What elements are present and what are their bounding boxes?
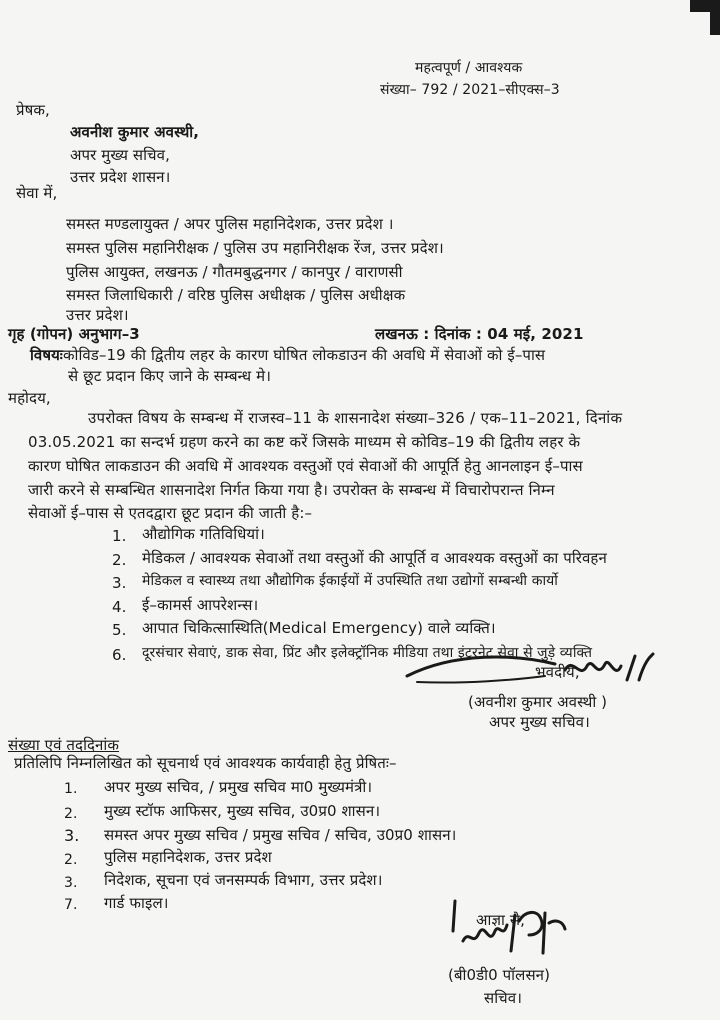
copy-number: 2. <box>64 852 78 868</box>
service-item: दूरसंचार सेवाएं, डाक सेवा, प्रिंट और इलेक्ट्रॉनिक मीडिया तथा इंटरनेट सेवा से जुड़े व्यक्ति <box>142 645 593 661</box>
reference-number: संख्या– 792 / 2021–सीएक्स–3 <box>380 82 560 98</box>
recipient-line: समस्त मण्डलायुक्त / अपर पुलिस महानिदेशक, उत्तर प्रदेश । <box>66 215 394 233</box>
priority-label: महत्वपूर्ण / आवश्यक <box>415 60 523 76</box>
recipients-label: सेवा में, <box>16 184 58 202</box>
copy-heading: संख्या एवं तददिनांक <box>8 736 119 754</box>
service-item: मेडिकल / आवश्यक सेवाओं तथा वस्तुओं की आपूर्ति व आवश्यक वस्तुओं का परिवहन <box>142 549 607 567</box>
subject-text: कोविड–19 की द्वितीय लहर के कारण घोषित लोकडाउन की अवधि में सेवाओं को ई–पास <box>62 346 546 364</box>
copy-item: पुलिस महानिदेशक, उत्तर प्रदेश <box>104 848 272 866</box>
recipient-line: पुलिस आयुक्त, लखनऊ / गौतमबुद्धनगर / कानपुर / वाराणसी <box>66 263 403 281</box>
service-item: ई–कामर्स आपरेशन्स। <box>142 596 259 614</box>
recipient-line: समस्त जिलाधिकारी / वरिष्ठ पुलिस अधीक्षक / पुलिस अधीक्षक <box>66 286 406 304</box>
copy-item: निदेशक, सूचना एवं जनसम्पर्क विभाग, उत्तर प्रदेश। <box>104 871 383 889</box>
section-label: गृह (गोपन) अनुभाग–3 <box>8 325 140 343</box>
salutation: महोदय, <box>8 389 51 407</box>
order-signatory-name: (बी0डी0 पॉलसन) <box>448 966 551 984</box>
copy-intro: प्रतिलिपि निम्नलिखित को सूचनार्थ एवं आवश्यक कार्यवाही हेतु प्रेषितः– <box>14 754 397 772</box>
body-line: 03.05.2021 का सन्दर्भ ग्रहण करने का कष्ट करें जिसके माध्यम से कोविड–19 की द्वितीय लहर के <box>28 433 581 451</box>
recipient-line: समस्त पुलिस महानिरीक्षक / पुलिस उप महानिरीक्षक रेंज, उत्तर प्रदेश। <box>66 239 444 257</box>
signature-image <box>445 895 575 970</box>
sender-name: अवनीश कुमार अवस्थी, <box>70 123 200 141</box>
copy-number: 7. <box>64 897 78 913</box>
place-date: लखनऊ : दिनांक : 04 मई, 2021 <box>375 325 584 343</box>
copy-item: समस्त अपर मुख्य सचिव / प्रमुख सचिव / सचिव, उ0प्र0 शासन। <box>104 826 457 844</box>
closing-text: भवदीय, <box>535 663 580 681</box>
body-line: सेवाओं ई–पास से एतदद्वारा छूट प्रदान की जाती है:– <box>28 504 313 522</box>
copy-number: 2. <box>64 806 78 822</box>
service-item: औद्योगिक गतिविधियां। <box>142 525 265 543</box>
body-line: कारण घोषित लाकडाउन की अवधि में आवश्यक वस्तुओं एवं सेवाओं की आपूर्ति हेतु आनलाइन ई–पास <box>28 457 583 475</box>
signatory-name: (अवनीश कुमार अवस्थी ) <box>468 693 608 711</box>
service-number: 5. <box>112 621 127 639</box>
subject-line-2: से छूट प्रदान किए जाने के सम्बन्ध मे। <box>68 367 271 385</box>
service-item: आपात चिकित्सास्थिति(Medical Emergency) वाले व्यक्ति। <box>142 619 496 637</box>
subject-label: विषयः <box>30 346 63 364</box>
service-number: 6. <box>112 646 127 664</box>
signatory-designation: अपर मुख्य सचिव। <box>489 713 590 731</box>
order-label: आज्ञा से, <box>476 911 526 929</box>
recipient-line: उत्तर प्रदेश। <box>66 306 129 324</box>
copy-number: 3. <box>64 875 78 891</box>
sender-office: उत्तर प्रदेश शासन। <box>70 168 171 186</box>
sender-designation: अपर मुख्य सचिव, <box>70 146 170 164</box>
service-number: 3. <box>112 574 127 592</box>
subject-line-1 <box>30 345 545 365</box>
copy-number: 3. <box>64 826 80 845</box>
copy-number: 1. <box>64 781 78 797</box>
service-number: 4. <box>112 598 127 616</box>
sender-label: प्रेषक, <box>16 101 50 119</box>
service-item: मेडिकल व स्वास्थ्य तथा औद्योगिक ईकाईयों में उपस्थिति तथा उद्योगों सम्बन्धी कार्यो <box>142 573 559 589</box>
scan-edge-mark <box>710 0 720 35</box>
service-number: 2. <box>112 551 127 569</box>
body-line: जारी करने से सम्बन्धित शासनादेश निर्गत किया गया है। उपरोक्त के सम्बन्ध में विचारोपरान्त निम्न <box>28 481 555 499</box>
body-line: उपरोक्त विषय के सम्बन्ध में राजस्व–11 के शासनादेश संख्या–326 / एक–11–2021, दिनांक <box>88 409 623 427</box>
copy-item: गार्ड फाइल। <box>104 894 169 912</box>
service-number: 1. <box>112 527 127 545</box>
order-signatory-designation: सचिव। <box>484 989 522 1007</box>
copy-item: अपर मुख्य सचिव, / प्रमुख सचिव मा0 मुख्यमंत्री। <box>104 778 373 796</box>
copy-item: मुख्य स्टॉफ आफिसर, मुख्य सचिव, उ0प्र0 शासन। <box>104 802 381 820</box>
